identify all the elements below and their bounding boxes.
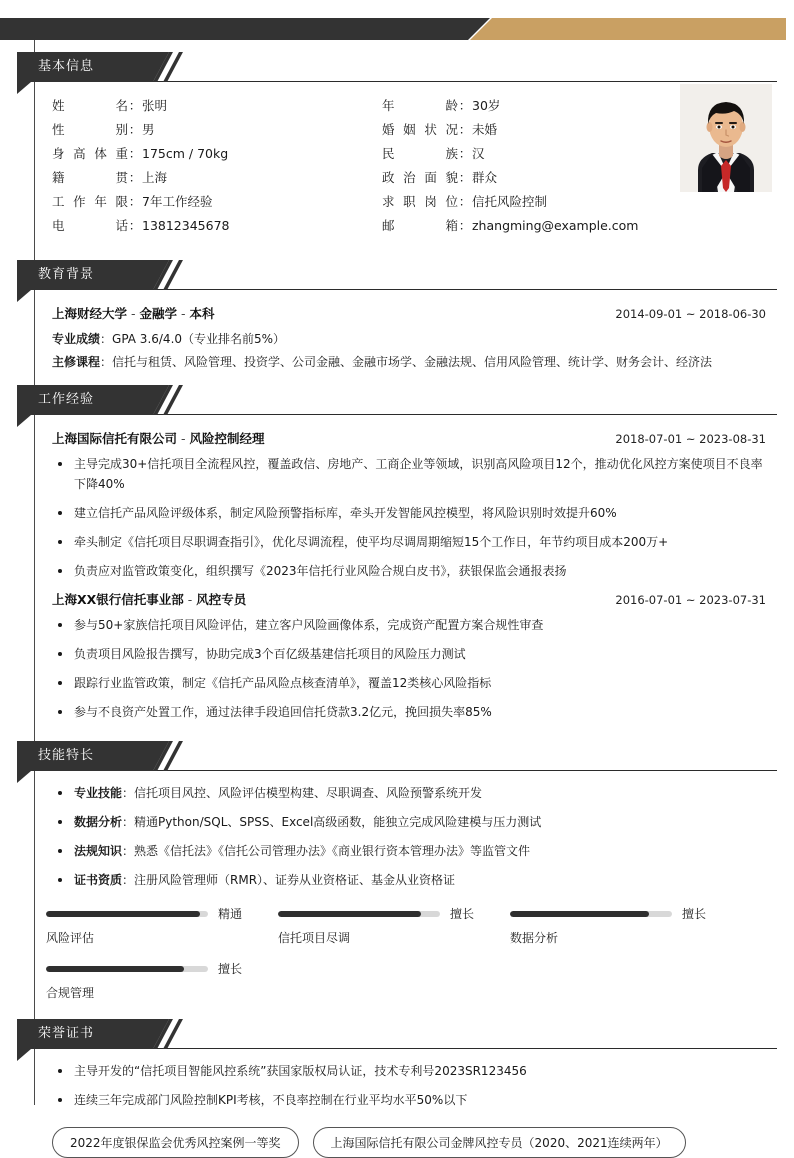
work-bullet-list <box>52 454 766 581</box>
list-item: 连续三年完成部门风险控制KPI考核，不良率控制在行业平均水平50%以下 <box>52 1090 766 1110</box>
list-item: 牵头制定《信托项目尽职调查指引》，优化尽调流程，使平均尽调周期缩短15个工作日，年节约项目成本200万+ <box>52 532 766 552</box>
avatar <box>680 84 772 192</box>
skill-name-label: 风险评估 <box>46 931 95 945</box>
skill-bar-row <box>46 905 278 922</box>
status-badge: 2022年度银保监会优秀风控案例一等奖 <box>52 1127 299 1158</box>
skill-progress-fill <box>278 911 421 917</box>
skill-bar-group <box>0 901 794 1019</box>
skill-progress-track <box>278 911 440 917</box>
info-row <box>382 168 682 192</box>
skill-label: 法规知识 <box>74 844 123 858</box>
work-title <box>52 429 265 447</box>
skill-progress-track <box>510 911 672 917</box>
info-colon: ： <box>128 122 142 137</box>
work-company: 上海国际信托有限公司 <box>52 431 178 446</box>
section-header-basic-info <box>17 52 777 82</box>
info-value-political: 群众 <box>472 170 498 185</box>
info-label: 民族 <box>382 146 458 161</box>
work-entry <box>52 590 766 722</box>
work-title <box>52 590 246 608</box>
award-chip-group <box>0 1119 794 1158</box>
list-item: 参与不良资产处置工作，通过法律手段追回信托贷款3.2亿元，挽回损失率85% <box>52 702 766 722</box>
skill-name-label: 数据分析 <box>510 931 559 945</box>
skill-bar-row <box>46 960 278 977</box>
info-value-hometown: 上海 <box>142 170 168 185</box>
skill-level-label: 擅长 <box>682 907 707 921</box>
skill-bar-item <box>46 905 278 946</box>
info-row <box>52 168 382 192</box>
skill-progress-track <box>46 966 208 972</box>
info-colon: ： <box>128 194 142 209</box>
info-label: 姓名 <box>52 98 128 113</box>
skill-name-label: 合规管理 <box>46 986 95 1000</box>
work-sep: - <box>177 431 190 446</box>
info-label: 年龄 <box>382 98 458 113</box>
skill-level-label: 擅长 <box>218 962 243 976</box>
info-label: 电话 <box>52 218 128 233</box>
info-label: 求职岗位 <box>382 194 458 209</box>
info-row <box>382 192 682 216</box>
section-header-work <box>17 385 777 415</box>
info-row <box>52 192 382 216</box>
skill-bar-row <box>278 905 510 922</box>
info-colon: ： <box>128 170 142 185</box>
list-item <box>52 812 766 832</box>
section-title-basic-info: 基本信息 <box>38 59 95 74</box>
education-date-range: 2014-09-01 ~ 2018-06-30 <box>615 307 766 321</box>
info-label: 身高体重 <box>52 146 128 161</box>
skill-label: 证书资质 <box>74 873 123 887</box>
education-degree: 本科 <box>189 306 215 321</box>
list-item: 主导完成30+信托项目全流程风控，覆盖政信、房地产、工商企业等领域，识别高风险项目12个，推动优化风控方案使项目不良率下降40% <box>52 454 766 494</box>
info-label: 性别 <box>52 122 128 137</box>
info-label: 政治面貌 <box>382 170 458 185</box>
work-date-range: 2018-07-01 ~ 2023-08-31 <box>615 432 766 446</box>
work-entry-header <box>52 590 766 608</box>
list-item: 负责项目风险报告撰写，协助完成3个百亿级基建信托项目的风险压力测试 <box>52 644 766 664</box>
education-gpa-line <box>52 329 766 350</box>
section-title-honors: 荣誉证书 <box>38 1026 95 1041</box>
section-honors <box>0 1019 794 1158</box>
info-row <box>52 216 382 240</box>
skill-bar-item <box>46 960 278 1001</box>
info-row <box>52 96 382 120</box>
info-row <box>52 144 382 168</box>
education-major: 金融学 <box>139 306 177 321</box>
skill-value: ：精通Python/SQL、SPSS、Excel高级函数，能独立完成风险建模与压力测试 <box>122 815 542 829</box>
list-item: 负责应对监管政策变化，组织撰写《2023年信托行业风险合规白皮书》，获银保监会通报表扬 <box>52 561 766 581</box>
education-courses-value: ：信托与租赁、风险管理、投资学、公司金融、金融市场学、金融法规、信用风险管理、统计学、财务会计、经济法 <box>100 355 713 369</box>
info-colon: ： <box>458 194 472 209</box>
info-value-position: 信托风险控制 <box>472 194 548 209</box>
section-header-skills <box>17 741 777 771</box>
info-colon: ： <box>128 218 142 233</box>
info-colon: ： <box>128 146 142 161</box>
education-school: 上海财经大学 <box>52 306 128 321</box>
info-row <box>382 120 682 144</box>
info-value-age: 30岁 <box>472 98 501 113</box>
basic-info-right-column <box>382 96 682 240</box>
info-label: 工作年限 <box>52 194 128 209</box>
info-value-gender: 男 <box>142 122 155 137</box>
list-item: 建立信托产品风险评级体系，制定风险预警指标库，牵头开发智能风控模型，将风险识别时效提升60% <box>52 503 766 523</box>
skill-value: ：注册风险管理师（RMR）、证券从业资格证、基金从业资格证 <box>122 873 456 887</box>
skill-bar-item <box>278 905 510 946</box>
skill-level-label: 精通 <box>218 907 243 921</box>
skill-label: 数据分析 <box>74 815 123 829</box>
info-value-name: 张明 <box>142 98 168 113</box>
work-company: 上海XX银行信托事业部 <box>52 592 184 607</box>
skill-progress-track <box>46 911 208 917</box>
skill-progress-fill <box>46 966 184 972</box>
info-row <box>52 120 382 144</box>
info-value-experience: 7年工作经验 <box>142 194 213 209</box>
info-colon: ： <box>458 98 472 113</box>
skill-value: ：信托项目风控、风险评估模型构建、尽职调查、风险预警系统开发 <box>122 786 483 800</box>
work-date-range: 2016-07-01 ~ 2023-07-31 <box>615 593 766 607</box>
work-body <box>0 415 794 741</box>
skill-progress-fill <box>46 911 200 917</box>
info-row <box>382 216 682 240</box>
info-value-email: zhangming@example.com <box>472 218 639 233</box>
education-gpa-value: ：GPA 3.6/4.0（专业排名前5%） <box>100 332 286 346</box>
education-entry-header <box>52 304 766 322</box>
info-value-phone: 13812345678 <box>142 218 230 233</box>
skill-bar-row <box>510 905 742 922</box>
info-label: 婚姻状况 <box>382 122 458 137</box>
skill-name-label: 信托项目尽调 <box>278 931 351 945</box>
section-title-skills: 技能特长 <box>38 748 95 763</box>
skill-level-label: 擅长 <box>450 907 475 921</box>
work-sep: - <box>183 592 197 607</box>
work-role: 风控专员 <box>196 592 247 607</box>
work-role: 风险控制经理 <box>189 431 265 446</box>
section-title-work: 工作经验 <box>38 392 95 407</box>
info-value-marital: 未婚 <box>472 122 498 137</box>
work-entry-header <box>52 429 766 447</box>
education-title <box>52 304 214 322</box>
work-bullet-list <box>52 615 766 722</box>
info-colon: ： <box>128 98 142 113</box>
education-courses-line <box>52 352 766 373</box>
skills-body <box>0 771 794 901</box>
skill-value: ：熟悉《信托法》《信托公司管理办法》《商业银行资本管理办法》等监管文件 <box>122 844 531 858</box>
work-entry <box>52 429 766 581</box>
list-item <box>52 870 766 890</box>
education-gpa-label: 专业成绩 <box>52 332 101 346</box>
list-item <box>52 841 766 861</box>
info-row <box>382 144 682 168</box>
skill-bar-item <box>510 905 742 946</box>
info-colon: ： <box>458 146 472 161</box>
section-title-education: 教育背景 <box>38 267 95 282</box>
skill-progress-fill <box>510 911 649 917</box>
basic-info-body <box>0 82 794 260</box>
education-courses-label: 主修课程 <box>52 355 101 369</box>
basic-info-left-column <box>52 96 382 240</box>
info-label: 邮箱 <box>382 218 458 233</box>
info-value-height-weight: 175cm / 70kg <box>142 146 229 161</box>
honors-body <box>0 1049 794 1110</box>
info-colon: ： <box>458 218 472 233</box>
section-skills <box>0 741 794 1019</box>
info-colon: ： <box>458 122 472 137</box>
list-item: 主导开发的“信托项目智能风控系统”获国家版权局认证，技术专利号2023SR123456 <box>52 1061 766 1081</box>
education-body <box>0 290 794 385</box>
education-sep: - <box>127 306 140 321</box>
status-badge: 上海国际信托有限公司金牌风控专员（2020、2021连续两年） <box>313 1127 686 1158</box>
section-header-education <box>17 260 777 290</box>
info-value-ethnicity: 汉 <box>472 146 485 161</box>
section-header-honors <box>17 1019 777 1049</box>
info-colon: ： <box>458 170 472 185</box>
section-education <box>0 260 794 385</box>
info-row <box>382 96 682 120</box>
list-item: 参与50+家族信托项目风险评估，建立客户风险画像体系，完成资产配置方案合规性审查 <box>52 615 766 635</box>
section-basic-info <box>0 52 794 260</box>
list-item: 跟踪行业监管政策，制定《信托产品风险点核查清单》，覆盖12类核心风险指标 <box>52 673 766 693</box>
skill-label: 专业技能 <box>74 786 123 800</box>
education-sep: - <box>177 306 190 321</box>
section-work-experience <box>0 385 794 741</box>
honors-bullet-list <box>52 1061 766 1110</box>
list-item <box>52 783 766 803</box>
info-label: 籍贯 <box>52 170 128 185</box>
skills-bullet-list <box>52 783 766 890</box>
